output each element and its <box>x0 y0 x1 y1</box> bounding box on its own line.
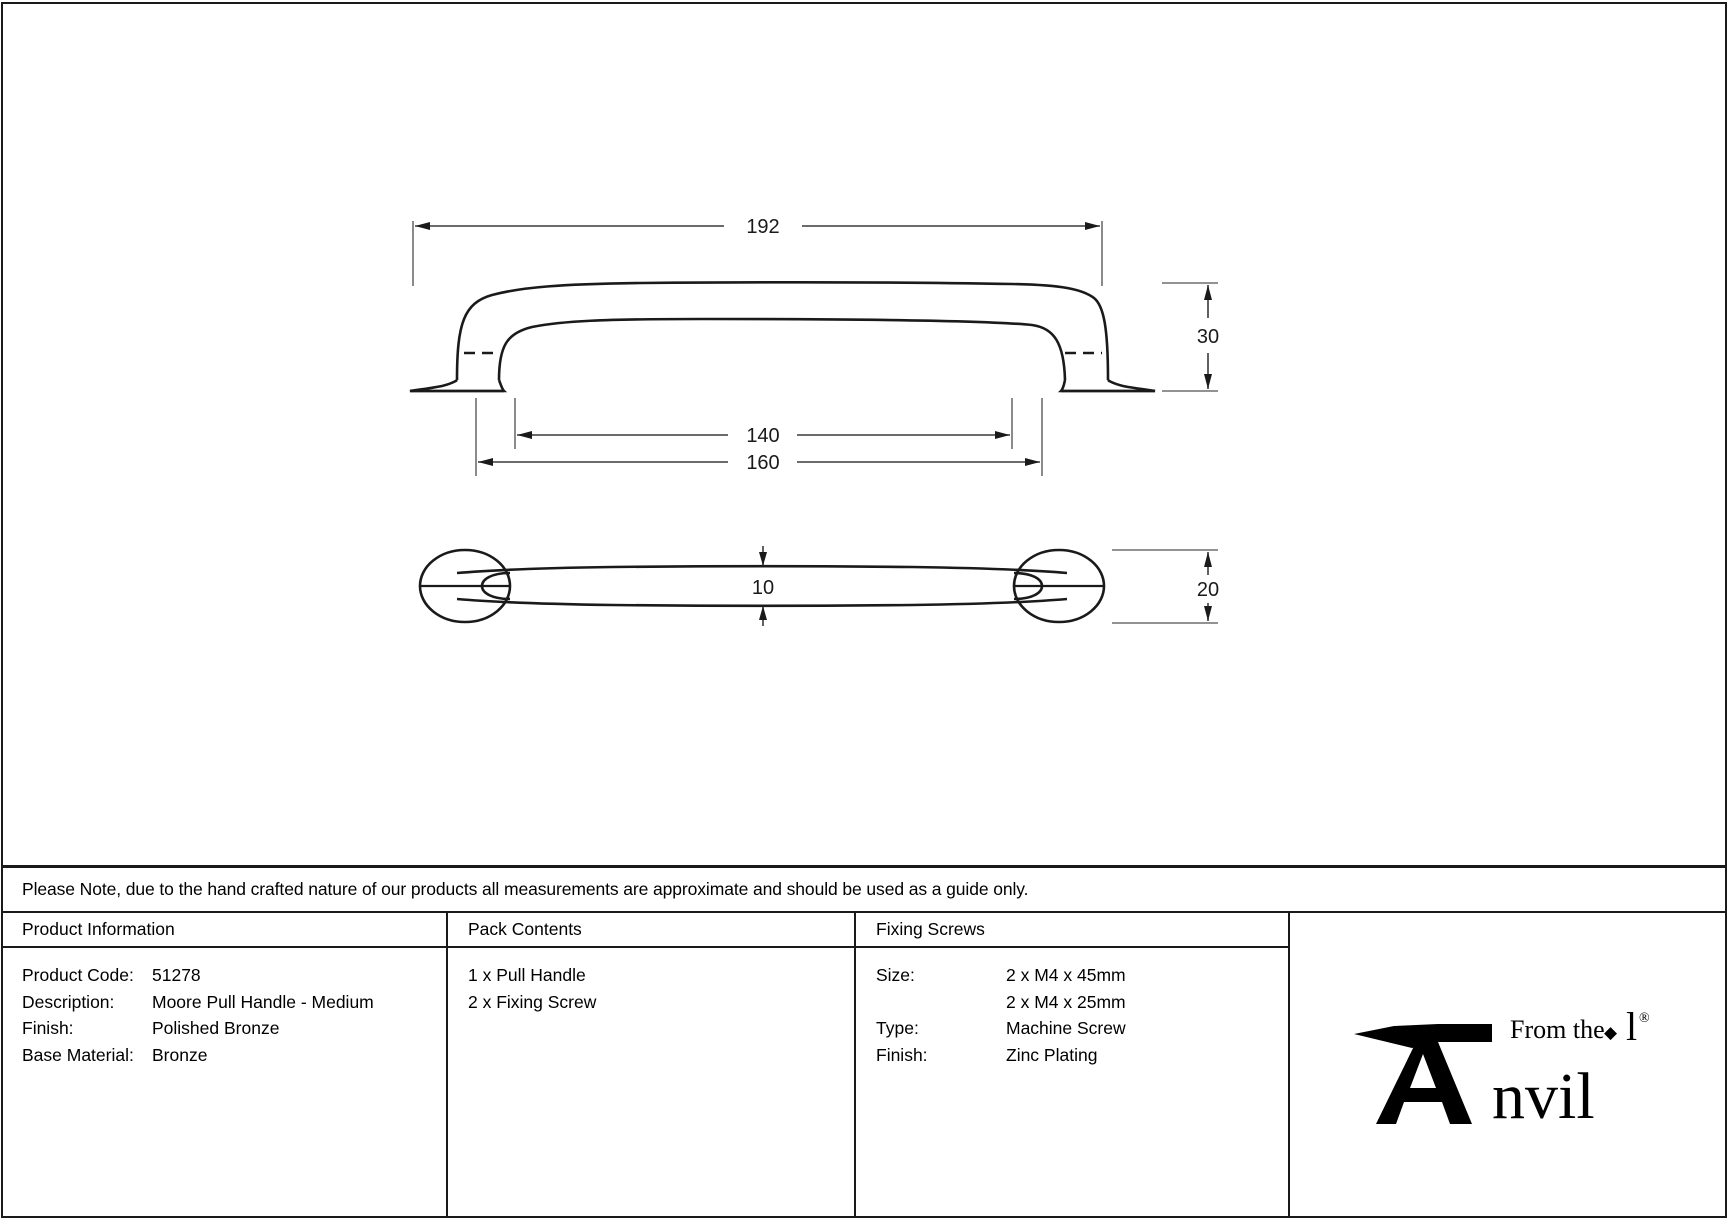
table-row <box>876 962 1288 989</box>
fixing-screws-body <box>856 948 1288 1068</box>
list-item: 2 x Fixing Screw <box>468 991 597 1012</box>
arrow-left-160 <box>478 458 493 466</box>
bar-top-edge <box>457 566 1067 573</box>
column-brand-logo <box>1290 913 1724 1218</box>
dimension-label-160: 160 <box>746 452 780 474</box>
product-information-header-label: Product Information <box>22 919 175 939</box>
column-pack-contents <box>448 913 856 1218</box>
product-information-body <box>2 948 446 1068</box>
handle-outer-profile <box>457 282 1108 380</box>
table-row <box>876 1015 1288 1042</box>
screw-size-key-blank <box>876 989 1006 1016</box>
dimension-label-20: 20 <box>1196 579 1220 601</box>
description-value: Moore Pull Handle - Medium <box>152 991 374 1012</box>
screw-size-value-1: 2 x M4 x 45mm <box>1006 965 1126 985</box>
table-row <box>876 989 1288 1016</box>
fixing-screws-header <box>856 913 1288 948</box>
column-product-information <box>2 913 448 1218</box>
left-foot-outline <box>410 380 504 391</box>
drawing-area <box>2 3 1726 865</box>
arrow-right-160 <box>1025 458 1040 466</box>
pack-contents-body <box>448 948 854 1015</box>
product-code-key: Product Code: <box>22 965 134 985</box>
arrow-bottom-10 <box>759 606 767 620</box>
screw-finish-key: Finish: <box>876 1044 928 1065</box>
arrow-top-30 <box>1204 285 1212 300</box>
pack-contents-header-label: Pack Contents <box>468 919 582 939</box>
list-item: 1 x Pull Handle <box>468 965 586 985</box>
screw-type-key: Type: <box>876 1018 919 1038</box>
pack-contents-header <box>448 913 854 948</box>
dimension-label-10: 10 <box>751 577 775 599</box>
approximate-measurements-note <box>2 865 1726 913</box>
dimension-140 <box>515 398 1012 449</box>
right-foot-outline <box>1061 380 1155 391</box>
table-row <box>22 989 446 1016</box>
arrow-bottom-20 <box>1204 606 1212 621</box>
dimension-30 <box>1162 283 1219 391</box>
screw-size-key: Size: <box>876 965 915 985</box>
bar-bottom-edge <box>457 599 1067 606</box>
product-code-value: 51278 <box>152 965 201 985</box>
table-row <box>876 1042 1288 1069</box>
table-row <box>22 962 446 989</box>
dimension-20 <box>1112 550 1219 623</box>
product-information-header <box>2 913 446 948</box>
logo-from-the-text: From the <box>1510 1014 1605 1044</box>
base-material-key: Base Material: <box>22 1044 134 1065</box>
logo-anvil-text: nvil <box>1492 1059 1595 1133</box>
brand-logo <box>1290 913 1724 1218</box>
dimension-10 <box>752 546 774 626</box>
handle-inner-profile <box>499 319 1065 380</box>
arrow-left-192 <box>415 222 430 230</box>
arrow-top-20 <box>1204 552 1212 567</box>
arrow-left-140 <box>517 431 532 439</box>
table-row <box>22 1042 446 1069</box>
screw-finish-value: Zinc Plating <box>1006 1044 1098 1065</box>
table-row <box>22 1015 446 1042</box>
dimension-192 <box>413 216 1102 286</box>
column-fixing-screws <box>856 913 1290 1218</box>
dimension-label-192: 192 <box>746 216 780 238</box>
arrow-right-192 <box>1085 222 1100 230</box>
dimension-label-30: 30 <box>1196 326 1220 348</box>
info-table <box>2 913 1726 1218</box>
arrow-right-140 <box>995 431 1010 439</box>
from-the-anvil-logo-svg <box>1342 996 1672 1136</box>
screw-size-value-2: 2 x M4 x 25mm <box>1006 991 1126 1012</box>
dimension-label-140: 140 <box>746 425 780 447</box>
fixing-screws-header-label: Fixing Screws <box>876 919 985 939</box>
description-key: Description: <box>22 991 115 1012</box>
diamond-icon: ◆ <box>1604 1022 1618 1042</box>
arrow-bottom-30 <box>1204 374 1212 389</box>
finish-key: Finish: <box>22 1018 74 1038</box>
front-elevation-view <box>410 282 1155 391</box>
note-text: Please Note, due to the hand crafted nature of our products all measurements are approximate and should be used as a guide only. <box>22 879 1029 899</box>
arrow-top-10 <box>759 552 767 566</box>
technical-drawing-svg <box>2 3 1726 865</box>
screw-type-value: Machine Screw <box>1006 1018 1126 1038</box>
registered-trademark-icon: ® <box>1639 1010 1650 1026</box>
logo-anvil-ascender: l <box>1626 1003 1638 1049</box>
base-material-value: Bronze <box>152 1044 208 1065</box>
anvil-icon <box>1354 1024 1492 1124</box>
finish-value: Polished Bronze <box>152 1018 280 1038</box>
